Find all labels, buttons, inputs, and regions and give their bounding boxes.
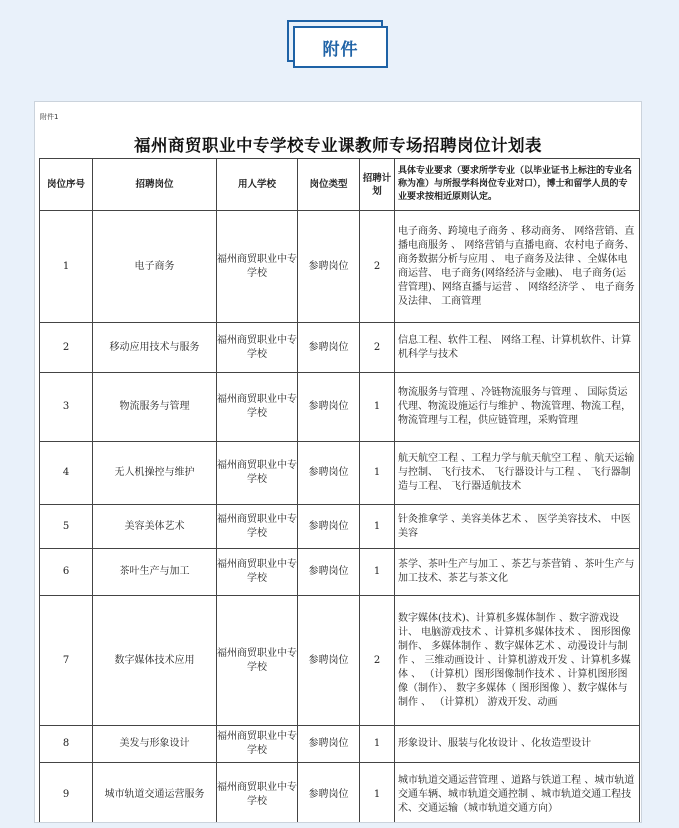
cell-position: 美发与形象设计: [93, 726, 217, 763]
col-header-type: 岗位类型: [298, 159, 360, 211]
cell-plan: 2: [360, 323, 395, 373]
cell-type: 参聘岗位: [298, 323, 360, 373]
table-header-row: [40, 159, 640, 211]
cell-school: 福州商贸职业中专学校: [217, 373, 298, 442]
cell-position: 数字媒体技术应用: [93, 596, 217, 726]
cell-position: 电子商务: [93, 211, 217, 323]
cell-requirement: 航天航空工程 、工程力学与航天航空工程 、航天运输与控制、 飞行技术、 飞行器设计与工程 、 飞行器制造与工程、 飞行器适航技术: [395, 442, 640, 505]
cell-requirement: 物流服务与管理 、冷链物流服务与管理 、 国际货运代理、物流设施运行与维护 、物流管理、物流工程，物流管理与工程，供应链管理，采购管理: [395, 373, 640, 442]
cell-no: 2: [40, 323, 93, 373]
cell-school: 福州商贸职业中专学校: [217, 505, 298, 549]
cell-requirement: 城市轨道交通运营管理 、道路与铁道工程 、城市轨道交通车辆、城市轨道交通控制 、城市轨道交通工程技术、交通运输（城市轨道交通方向）: [395, 763, 640, 824]
cell-plan: 1: [360, 505, 395, 549]
table-row: [40, 211, 640, 323]
document-page: [34, 101, 642, 823]
cell-type: 参聘岗位: [298, 596, 360, 726]
cell-position: 物流服务与管理: [93, 373, 217, 442]
cell-type: 参聘岗位: [298, 211, 360, 323]
cell-plan: 1: [360, 442, 395, 505]
document-title: 福州商贸职业中专学校专业课教师专场招聘岗位计划表: [134, 136, 542, 155]
cell-no: 3: [40, 373, 93, 442]
cell-requirement: 针灸推拿学 、美容美体艺术 、 医学美容技术、 中医美容: [395, 505, 640, 549]
cell-plan: 1: [360, 726, 395, 763]
col-header-requirement: 具体专业要求（要求所学专业（以毕业证书上标注的专业名称为准）与所报学科岗位专业对口），博士和留学人员的专业要求按相近原则认定。: [395, 159, 640, 211]
cell-requirement: 电子商务、跨境电子商务 、移动商务、 网络营销、直播电商服务 、 网络营销与直播电商、农村电子商务、商务数据分析与应用 、 电子商务及法律 、全媒体电商运营、 电子商务(网络经济与金融)、 电子商务(运营管理)、网络直播与运营 、 网络经济学 、 电子商务及法律、 工商管理: [395, 211, 640, 323]
cell-position: 移动应用技术与服务: [93, 323, 217, 373]
cell-school: 福州商贸职业中专学校: [217, 763, 298, 824]
col-header-no: 岗位序号: [40, 159, 93, 211]
attachment-number: 附件1: [40, 113, 59, 121]
cell-plan: 2: [360, 596, 395, 726]
table-row: [40, 505, 640, 549]
cell-requirement: 茶学、茶叶生产与加工 、茶艺与茶营销 、茶叶生产与加工技术、茶艺与茶文化: [395, 549, 640, 596]
cell-position: 城市轨道交通运营服务: [93, 763, 217, 824]
cell-no: 6: [40, 549, 93, 596]
cell-no: 7: [40, 596, 93, 726]
cell-no: 8: [40, 726, 93, 763]
cell-school: 福州商贸职业中专学校: [217, 442, 298, 505]
table-row: [40, 323, 640, 373]
cell-type: 参聘岗位: [298, 373, 360, 442]
col-header-position: 招聘岗位: [93, 159, 217, 211]
cell-plan: 1: [360, 373, 395, 442]
cell-position: 美容美体艺术: [93, 505, 217, 549]
cell-requirement: 数字媒体(技术)、计算机多媒体制作 、数字游戏设计、 电脑游戏技术 、计算机多媒体技术 、 图形图像制作、 多媒体制作 、数字媒体艺术 、动漫设计与制作 、 三维动画设计 、计算机游戏开发 、计算机多媒体 、 （计算机）图形图像制作技术 、计算机图形图像（制作）、 数字多媒体（ 图形图像 ）、数字媒体与制作 、 （计算机） 游戏开发、动画: [395, 596, 640, 726]
cell-no: 5: [40, 505, 93, 549]
table-row: [40, 726, 640, 763]
cell-no: 4: [40, 442, 93, 505]
cell-plan: 1: [360, 549, 395, 596]
col-header-school: 用人学校: [217, 159, 298, 211]
col-header-plan: 招聘计划: [360, 159, 395, 211]
table-row: [40, 549, 640, 596]
recruitment-table: [39, 158, 640, 823]
cell-requirement: 形象设计、服装与化妆设计 、化妆造型设计: [395, 726, 640, 763]
tag-label: 附件: [293, 26, 388, 68]
cell-school: 福州商贸职业中专学校: [217, 596, 298, 726]
cell-no: 9: [40, 763, 93, 824]
cell-type: 参聘岗位: [298, 442, 360, 505]
cell-position: 无人机操控与维护: [93, 442, 217, 505]
cell-requirement: 信息工程、软件工程、 网络工程、计算机软件、计算机科学与技术: [395, 323, 640, 373]
cell-no: 1: [40, 211, 93, 323]
cell-school: 福州商贸职业中专学校: [217, 211, 298, 323]
cell-position: 茶叶生产与加工: [93, 549, 217, 596]
cell-type: 参聘岗位: [298, 763, 360, 824]
cell-plan: 1: [360, 763, 395, 824]
cell-type: 参聘岗位: [298, 505, 360, 549]
cell-type: 参聘岗位: [298, 549, 360, 596]
table-row: [40, 596, 640, 726]
cell-school: 福州商贸职业中专学校: [217, 549, 298, 596]
cell-school: 福州商贸职业中专学校: [217, 323, 298, 373]
cell-plan: 2: [360, 211, 395, 323]
attachment-tag: [287, 20, 388, 68]
table-row: [40, 373, 640, 442]
table-row: [40, 763, 640, 824]
table-row: [40, 442, 640, 505]
cell-type: 参聘岗位: [298, 726, 360, 763]
cell-school: 福州商贸职业中专学校: [217, 726, 298, 763]
